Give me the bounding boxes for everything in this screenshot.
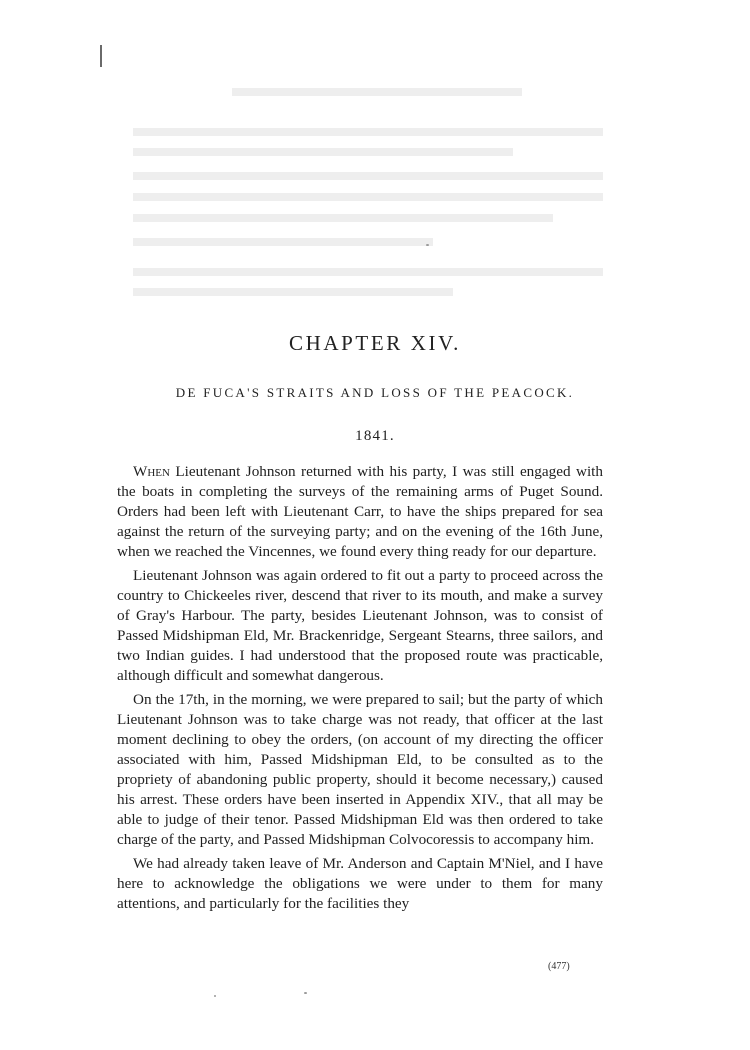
paragraph [117,854,603,914]
bleed-through-text [133,288,453,296]
paragraph-text: We had already taken leave of Mr. Anderson and Captain M'Niel, and I have here to acknowledge the obligations we were under to them for many attentions, and particularly for the facilities they [117,855,603,912]
bleed-through-text [133,268,603,276]
bleed-through-text [133,238,433,246]
margin-mark [100,45,102,67]
paragraph-text: Lieutenant Johnson returned with his party, I was still engaged with the boats in completing the surveys of the remaining arms of Puget Sound. Orders had been left with Lieutenant Carr, to have the ships prepared for sea against the return of the surveying party; and on the evening of the 16th June, when we reached the Vincennes, we found every thing ready for our departure. [117,463,603,560]
paper-speck [426,244,429,246]
body-text [117,462,603,918]
bleed-through-text [133,214,553,222]
paragraph-text: On the 17th, in the morning, we were prepared to sail; but the party of which Lieutenant Johnson was to take charge was not ready, that officer at the last moment declining to obey the orders, (on account of my directing the officer associated with him, Passed Midshipman Eld, to be consulted as to the propriety of abandoning public property, should it become necessary,) caused his arrest. These orders have been inserted in Appendix XIV., that all may be able to judge of their tenor. Passed Midshipman Eld was then ordered to take charge of the party, and Passed Midshipman Colvocoressis to accompany him. [117,691,603,848]
paper-speck [304,992,307,994]
paragraph [117,566,603,686]
page-number: (477) [548,961,570,972]
paper-speck [214,995,216,997]
bleed-through-text [133,193,603,201]
bleed-through-text [133,148,513,156]
paragraph-text: Lieutenant Johnson was again ordered to fit out a party to proceed across the country to Chickeeles river, descend that river to its mouth, and make a survey of Gray's Harbour. The party, besides Lieutenant Johnson, was to consist of Passed Midshipman Eld, Mr. Brackenridge, Sergeant Stearns, three sailors, and two Indian guides. I had understood that the proposed route was practicable, although difficult and somewhat dangerous. [117,567,603,684]
bleed-through-text [133,128,603,136]
paragraph [117,462,603,562]
bleed-through-text [133,172,603,180]
chapter-title: CHAPTER XIV. [289,331,461,355]
paragraph-lead-word: When [133,463,170,480]
paragraph [117,690,603,850]
chapter-year: 1841. [355,428,395,444]
bleed-through-text [232,88,522,96]
chapter-subtitle: DE FUCA'S STRAITS AND LOSS OF THE PEACOCK. [175,385,575,400]
